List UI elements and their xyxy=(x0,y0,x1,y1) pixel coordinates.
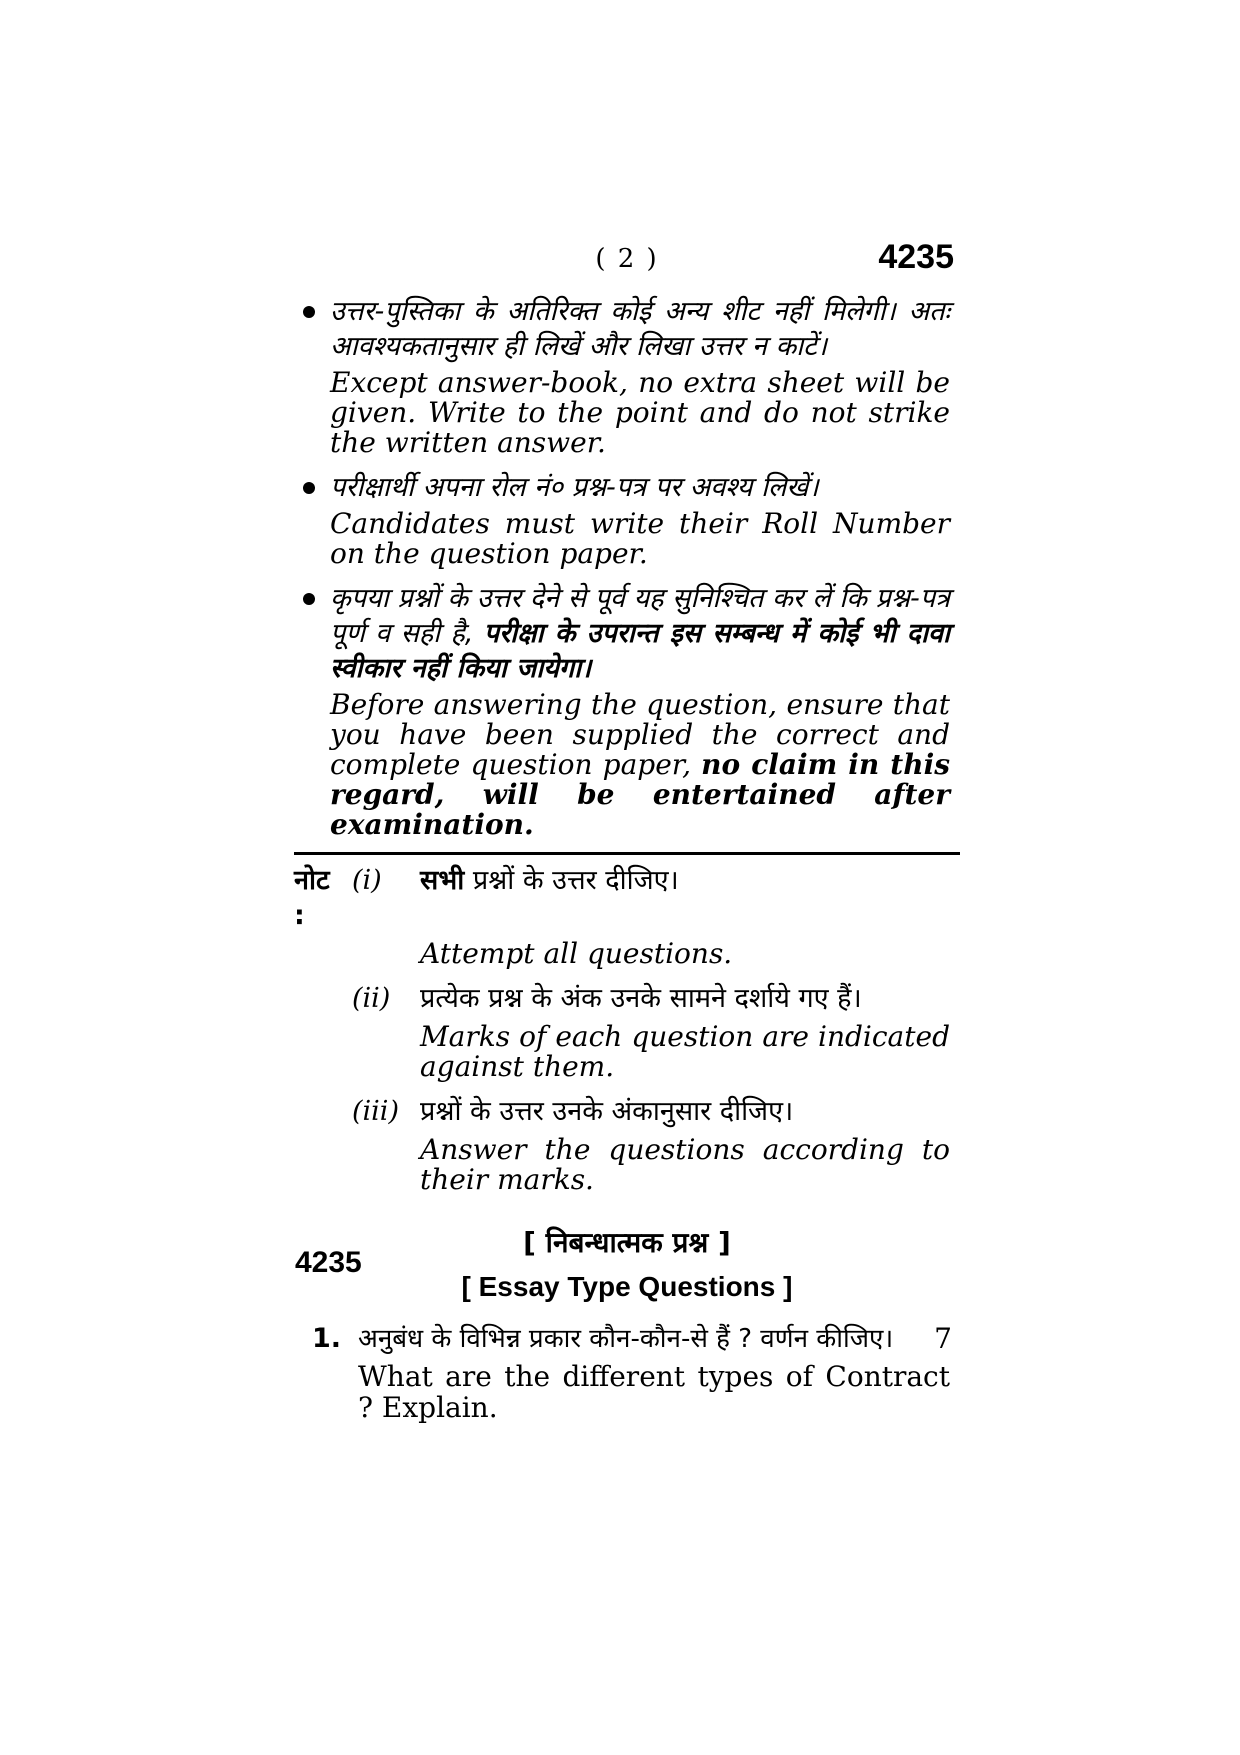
instruction-hindi-text: परीक्षार्थी अपना रोल नं० प्रश्न-पत्र पर अवश्य लिखें। xyxy=(330,472,819,503)
note-label-spacer xyxy=(294,981,342,1016)
note-hindi-bold: सभी xyxy=(420,865,465,896)
note-english-text: Answer the questions according to their marks. xyxy=(420,1133,950,1196)
note-section xyxy=(294,863,960,1203)
instruction-item xyxy=(294,581,960,840)
instruction-hindi xyxy=(330,581,950,686)
instruction-hindi xyxy=(330,470,950,505)
question-marks: 7 xyxy=(934,1322,952,1355)
note-item-number: (iii) xyxy=(352,1096,399,1127)
note-english xyxy=(420,1022,950,1082)
note-hindi-text: प्रत्येक प्रश्न के अंक उनके सामने दर्शाये गए हैं। xyxy=(420,983,862,1014)
note-hindi xyxy=(420,981,950,1016)
instruction-hindi xyxy=(330,294,950,364)
section-heading-hindi: [ निबन्धात्मक प्रश्न ] xyxy=(523,1226,731,1259)
note-item-english-row xyxy=(294,1020,950,1090)
question-hindi: अनुबंध के विभिन्न प्रकार कौन-कौन-से हैं ? वर्णन कीजिए। xyxy=(358,1324,894,1354)
instruction-hindi-bold: परीक्षा के उपरान्त इस सम्बन्ध में कोई भी दावा स्वीकार नहीं किया जायेगा। xyxy=(330,618,950,684)
page-number: ( 2 ) xyxy=(595,244,659,274)
instruction-hindi-text: उत्तर-पुस्तिका के अतिरिक्त कोई अन्य शीट नहीं मिलेगी। अतः आवश्यकतानुसार ही लिखें और लिखा उत्तर न काटें। xyxy=(330,296,950,362)
instruction-hindi-text: कृपया प्रश्नों के उत्तर देने से पूर्व यह सुनिश्चित कर लें कि प्रश्न-पत्र पूर्ण व सही है, xyxy=(330,583,950,649)
note-hindi xyxy=(420,1094,950,1129)
question-number: 1. xyxy=(312,1323,342,1354)
instruction-english xyxy=(330,509,950,569)
note-item-number: (ii) xyxy=(352,983,391,1014)
question-first-line xyxy=(294,1321,960,1357)
note-label-spacer xyxy=(294,1094,342,1129)
page-body xyxy=(294,288,960,1423)
note-english-text: Attempt xyxy=(420,937,544,970)
question-item xyxy=(294,1321,960,1423)
note-item xyxy=(294,1094,950,1129)
section-heading-english: [ Essay Type Questions ] xyxy=(461,1271,793,1302)
bullet-icon xyxy=(303,482,315,494)
instruction-english-bold: no claim in this regard, will be entertained after examination. xyxy=(330,748,950,841)
note-item-english-row xyxy=(294,1133,950,1203)
instruction-english xyxy=(330,690,950,840)
note-english-text-after: questions. xyxy=(578,937,733,970)
page-header xyxy=(294,238,960,282)
note-english-bold: all xyxy=(543,937,579,970)
question-english: What are the different types of Contract ? Explain. xyxy=(358,1360,950,1424)
note-english xyxy=(420,1135,950,1195)
paper-code-footer: 4235 xyxy=(295,1246,362,1279)
instruction-english-text: Before answering the question, ensure that you have been supplied the correct and complete question paper, xyxy=(330,688,950,781)
note-item-english-row xyxy=(294,937,950,977)
instruction-item xyxy=(294,470,960,569)
note-english xyxy=(420,939,950,969)
paper-code-header: 4235 xyxy=(878,238,954,276)
note-label: नोट : xyxy=(294,865,330,931)
bullet-icon xyxy=(303,593,315,605)
note-item-number: (i) xyxy=(352,865,382,896)
note-hindi-text: प्रश्नों के उत्तर दीजिए। xyxy=(464,865,679,896)
instruction-english xyxy=(330,368,950,458)
bullet-icon xyxy=(303,306,315,318)
instruction-item xyxy=(294,294,960,458)
note-item xyxy=(294,981,950,1016)
note-item xyxy=(294,863,950,933)
divider-rule xyxy=(294,852,960,855)
note-hindi xyxy=(420,863,950,933)
note-hindi-text: प्रश्नों के उत्तर उनके अंकानुसार दीजिए। xyxy=(420,1096,794,1127)
note-english-text: Marks of each question are indicated against them. xyxy=(420,1020,950,1083)
instruction-english-text: Except answer-book, no extra sheet will be given. Write to the point and do not strike the written answer. xyxy=(330,366,950,459)
instruction-english-text: Candidates must write their Roll Number on the question paper. xyxy=(330,507,950,570)
